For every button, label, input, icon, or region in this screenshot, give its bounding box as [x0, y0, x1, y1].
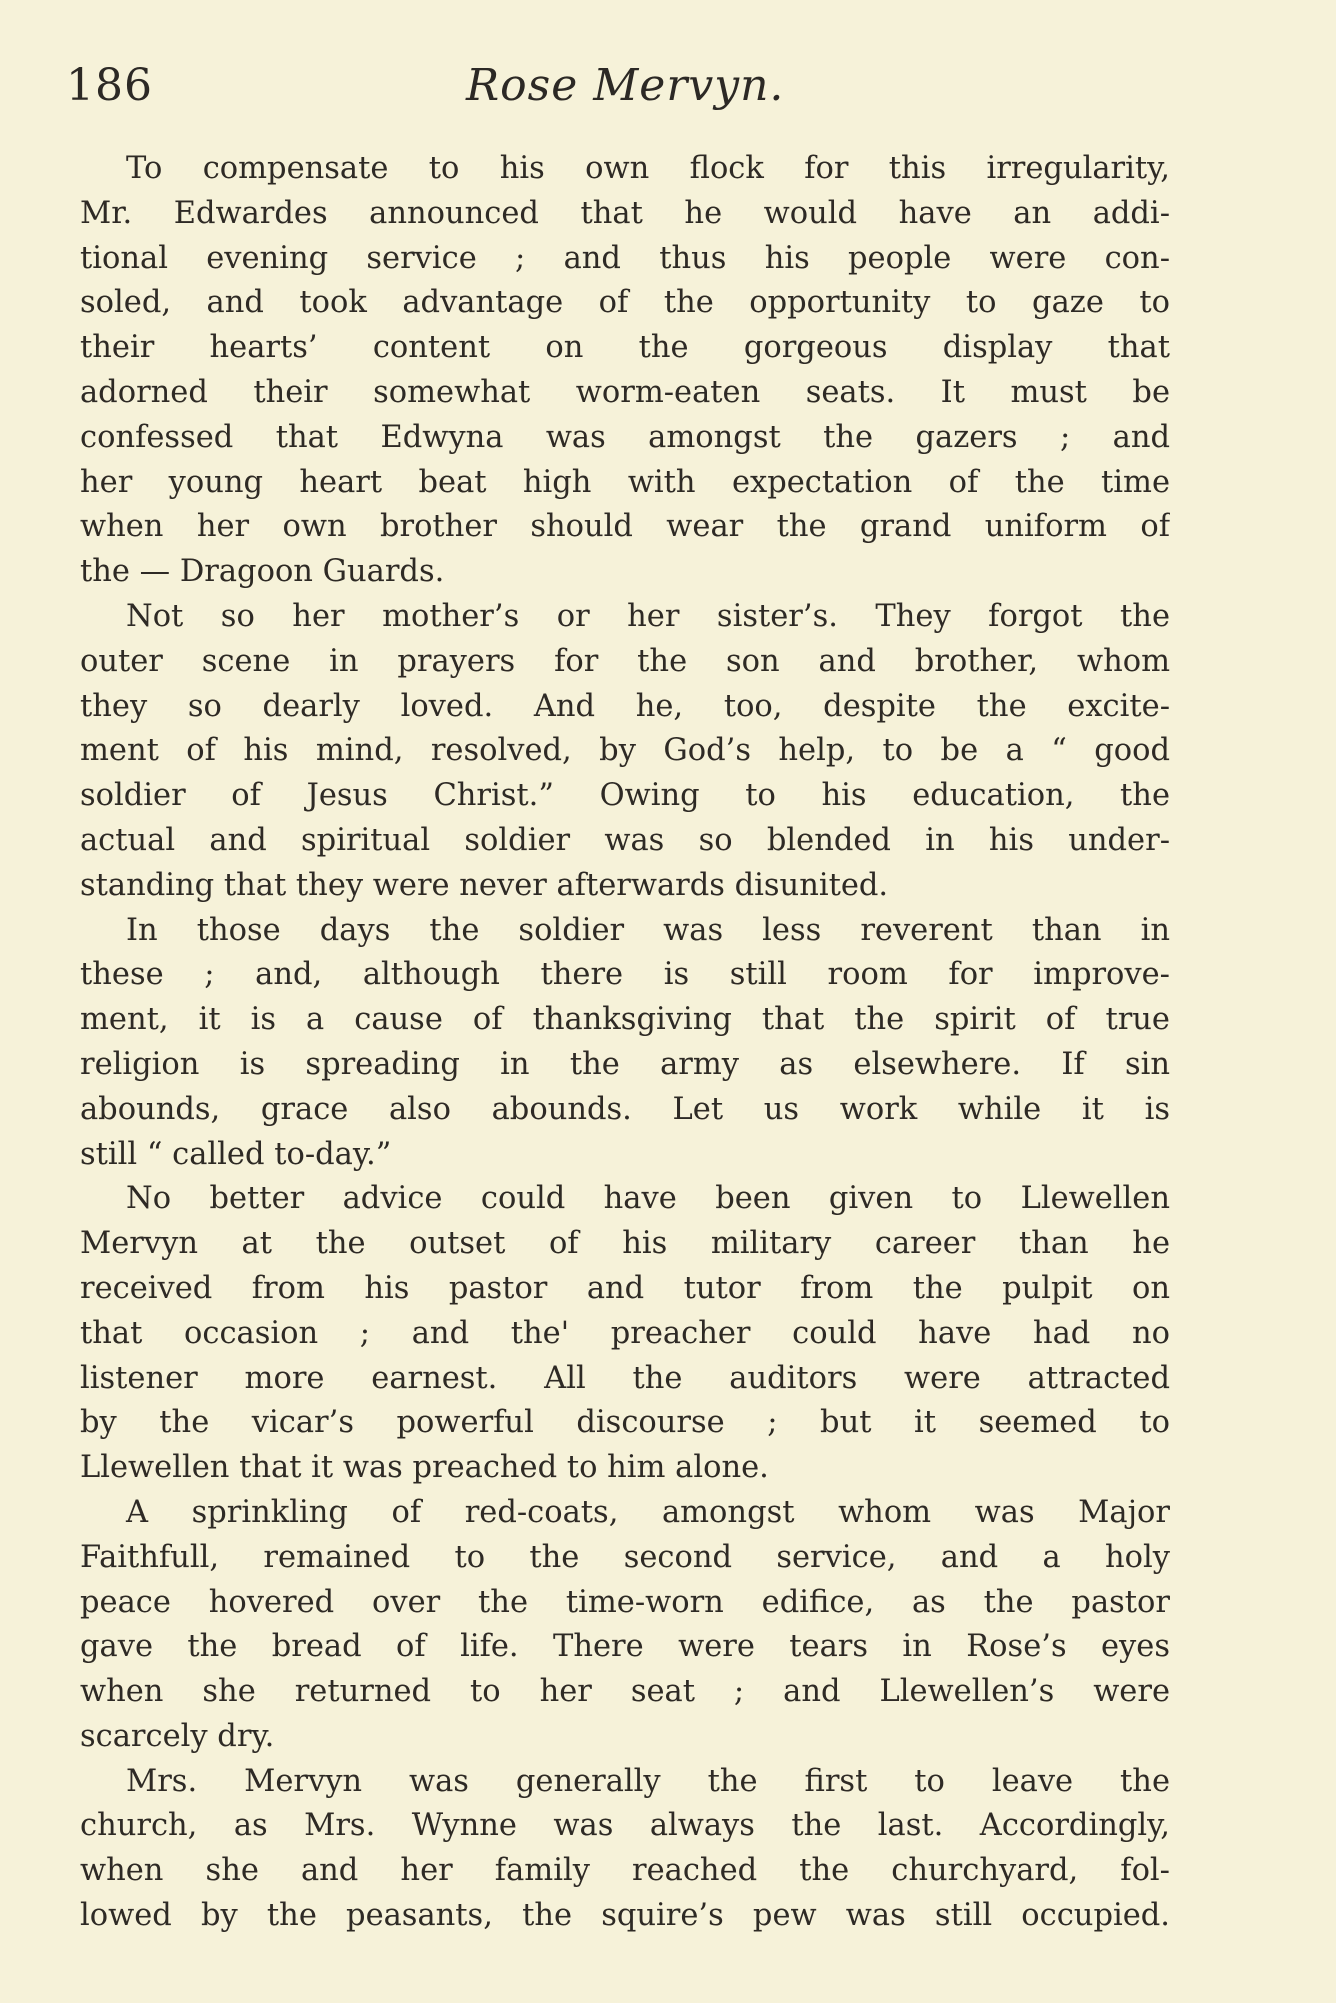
text-line: abounds, grace also abounds. Let us work while it is [80, 1091, 1170, 1127]
text-line: ment, it is a cause of thanksgiving that the spirit of true [80, 1002, 1170, 1038]
text-line: Not so her mother’s or her sister’s. They forgot the [126, 598, 1170, 634]
text-line: religion is spreading in the army as elsewhere. If sin [80, 1046, 1170, 1082]
page-number: 186 [66, 60, 153, 111]
text-line: they so dearly loved. And he, too, despite the excite- [80, 688, 1170, 724]
text-line: when her own brother should wear the grand uniform of [80, 509, 1170, 545]
text-line: lowed by the peasants, the squire’s pew was still occupied. [80, 1898, 1170, 1934]
text-line: A sprinkling of red-coats, amongst whom was Major [126, 1494, 1170, 1530]
text-line: Mrs. Mervyn was generally the first to leave the [126, 1763, 1170, 1799]
text-line: these ; and, although there is still room for improve- [80, 957, 1170, 993]
text-line: outer scene in prayers for the son and brother, whom [80, 643, 1170, 679]
text-line: Mervyn at the outset of his military career than he [80, 1226, 1170, 1262]
page-header [66, 60, 1186, 120]
text-line: by the vicar’s powerful discourse ; but it seemed to [80, 1405, 1170, 1441]
text-line: tional evening service ; and thus his people were con- [80, 240, 1170, 276]
paragraph [80, 1491, 1170, 1760]
paragraph [80, 595, 1170, 909]
paragraph [80, 147, 1170, 595]
running-title: Rose Mervyn. [466, 60, 785, 111]
text-line: adorned their somewhat worm-eaten seats. It must be [80, 374, 1170, 410]
text-line: church, as Mrs. Wynne was always the last. Accordingly, [80, 1808, 1170, 1844]
paragraph [80, 1760, 1170, 1939]
text-line: listener more earnest. All the auditors were attracted [80, 1360, 1170, 1396]
text-line: standing that they were never afterwards disunited. [80, 867, 889, 903]
text-line: their hearts’ content on the gorgeous display that [80, 330, 1170, 366]
text-line: ment of his mind, resolved, by God’s help, to be a “ good [80, 733, 1170, 769]
text-line: Mr. Edwardes announced that he would have an addi- [80, 195, 1170, 231]
text-line: soled, and took advantage of the opportunity to gaze to [80, 285, 1170, 321]
text-line: that occasion ; and the' preacher could have had no [80, 1315, 1170, 1351]
text-line: her young heart beat high with expectation of the time [80, 464, 1170, 500]
text-line: soldier of Jesus Christ.” Owing to his education, the [80, 778, 1170, 814]
text-line: when she and her family reached the churchyard, fol- [80, 1853, 1170, 1889]
text-line: received from his pastor and tutor from the pulpit on [80, 1270, 1170, 1306]
text-line: confessed that Edwyna was amongst the gazers ; and [80, 419, 1170, 455]
text-line: Llewellen that it was preached to him alone. [80, 1450, 769, 1486]
body-text [80, 147, 1170, 1939]
text-line: scarcely dry. [80, 1718, 275, 1754]
text-line: Faithfull, remained to the second service, and a holy [80, 1539, 1170, 1575]
text-line: when she returned to her seat ; and Llewellen’s were [80, 1674, 1170, 1710]
paragraph [80, 1177, 1170, 1491]
text-line: In those days the soldier was less reverent than in [126, 912, 1170, 948]
text-line: still “ called to-day.” [80, 1136, 392, 1172]
text-line: peace hovered over the time-worn edifice, as the pastor [80, 1584, 1170, 1620]
paragraph [80, 909, 1170, 1178]
text-line: actual and spiritual soldier was so blended in his under- [80, 822, 1170, 858]
text-line: gave the bread of life. There were tears in Rose’s eyes [80, 1629, 1170, 1665]
text-line: To compensate to his own flock for this irregularity, [126, 151, 1170, 186]
text-line: the — Dragoon Guards. [80, 554, 445, 590]
text-line: No better advice could have been given to Llewellen [126, 1181, 1170, 1217]
